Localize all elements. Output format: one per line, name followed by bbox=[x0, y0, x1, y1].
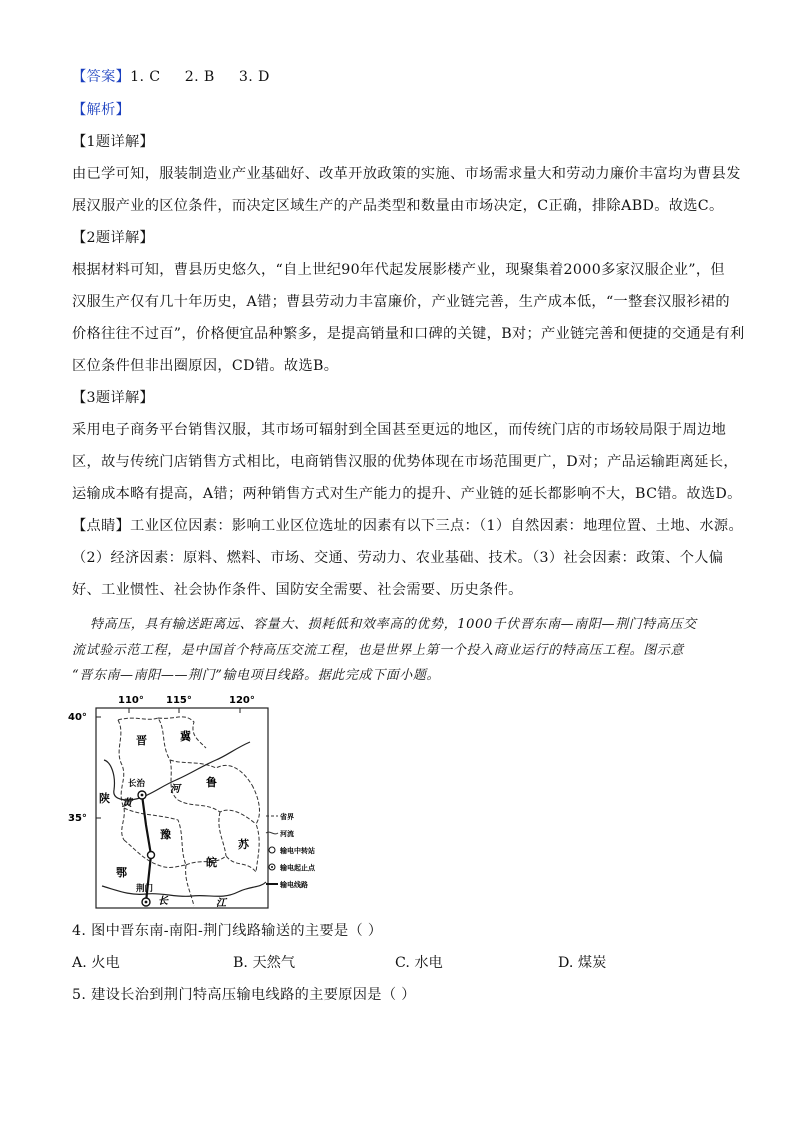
q3-line: 采用电子商务平台销售汉服，其市场可辐射到全国甚至更远的地区，而传统门店的市场较局限于周边地 bbox=[72, 422, 727, 438]
q3-line: 区，故与传统门店销售方式相比，电商销售汉服的优势体现在市场范围更广，D对；产品运输距离延长， bbox=[72, 454, 738, 470]
q4-option-a[interactable]: A. 火电 bbox=[72, 955, 120, 971]
transmission-line-map bbox=[66, 690, 315, 915]
q2-heading: 【2题详解】 bbox=[72, 230, 155, 246]
answer-tag: 【答案】 bbox=[72, 69, 131, 85]
q5-stem: 5. 建设长治到荆门特高压输电线路的主要原因是（ ） bbox=[72, 987, 416, 1003]
river-label: 江 bbox=[216, 898, 226, 909]
tip-line: （2）经济因素：原料、燃料、市场、交通、劳动力、农业基础、技术。（3）社会因素：政策、个人偏 bbox=[72, 550, 724, 566]
province-label: 鲁 bbox=[206, 776, 217, 789]
q3-line: 运输成本略有提高，A错；两种销售方式对生产能力的提升、产业链的延长都影响不大，BC错。故选D。 bbox=[72, 486, 742, 502]
province-label: 苏 bbox=[238, 838, 249, 851]
legend-label: 河流 bbox=[280, 830, 294, 838]
map-legend bbox=[266, 812, 316, 889]
city-label: 荆门 bbox=[136, 884, 154, 894]
q1-line: 展汉服产业的区位条件，而决定区域生产的产品类型和数量由市场决定，C正确，排除ABD。故选C。 bbox=[72, 198, 724, 214]
tip-tag: 【点睛】 bbox=[72, 518, 131, 534]
q2-line: 价格往往不过百”，价格便宜品种繁多，是提高销量和口碑的关键，B对；产业链完善和便捷的交通是有利 bbox=[72, 326, 745, 342]
q4-option-c[interactable]: C. 水电 bbox=[395, 955, 443, 971]
city-label: 长治 bbox=[128, 779, 146, 789]
province-label: 陕 bbox=[99, 792, 110, 805]
passage-line: 流试验示范工程，是中国首个特高压交流工程，也是世界上第一个投入商业运行的特高压工程。图示意 bbox=[72, 643, 685, 658]
yangtze-river bbox=[102, 882, 266, 896]
q2-line: 汉服生产仅有几十年历史，A错；曹县劳动力丰富廉价，产业链完善，生产成本低，“一整套汉服衫裙的 bbox=[72, 294, 730, 310]
q4-option-d[interactable]: D. 煤炭 bbox=[558, 955, 607, 971]
province-label: 豫 bbox=[160, 828, 171, 841]
legend-label: 输电线路 bbox=[280, 881, 308, 889]
q1-line: 由已学可知，服装制造业产业基础好、改革开放政策的实施、市场需求量大和劳动力廉价丰富均为曹县发 bbox=[72, 166, 741, 182]
lon-label: 110° bbox=[118, 695, 144, 706]
river-label: 河 bbox=[170, 784, 180, 795]
q2-line: 区位条件但非出圈原因，CD错。故选B。 bbox=[72, 358, 339, 374]
passage-line: “晋东南—南阳——荆门”输电项目线路。据此完成下面小题。 bbox=[72, 668, 441, 683]
nanyang-relay-marker bbox=[148, 852, 155, 859]
analysis-tag: 【解析】 bbox=[72, 102, 131, 118]
river-label: 黄 bbox=[122, 798, 132, 809]
legend-label: 输电中转站 bbox=[280, 847, 315, 855]
lat-label: 35° bbox=[68, 813, 87, 824]
lon-label: 115° bbox=[166, 695, 192, 706]
legend-label: 输电起止点 bbox=[280, 864, 315, 872]
province-label: 鄂 bbox=[116, 866, 127, 879]
province-label: 冀 bbox=[180, 730, 191, 743]
q4-stem: 4. 图中晋东南-南阳-荆门线路输送的主要是（ ） bbox=[72, 923, 383, 939]
lon-label: 120° bbox=[229, 695, 255, 706]
q3-heading: 【3题详解】 bbox=[72, 390, 155, 406]
q4-option-b[interactable]: B. 天然气 bbox=[233, 955, 296, 971]
province-label: 晋 bbox=[136, 734, 147, 747]
river-label: 长 bbox=[158, 896, 168, 907]
q2-line: 根据材料可知，曹县历史悠久，“自上世纪90年代起发展影楼产业，现聚集着2000多家汉服企业”，但 bbox=[72, 262, 725, 278]
tip-line bbox=[72, 515, 743, 535]
answer-line bbox=[72, 66, 270, 86]
passage-line: 特高压，具有输送距离远、容量大、损耗低和效率高的优势，1000千伏晋东南—南阳—荆门特高压交 bbox=[90, 617, 697, 632]
tip-line: 好、工业惯性、社会协作条件、国防安全需要、社会需要、历史条件。 bbox=[72, 582, 523, 598]
answer-value: 1. C 2. B 3. D bbox=[130, 69, 270, 85]
q1-heading: 【1题详解】 bbox=[72, 134, 155, 150]
lat-label: 40° bbox=[68, 712, 87, 723]
legend-label: 省界 bbox=[280, 813, 294, 821]
tip-text: 工业区位因素：影响工业区位选址的因素有以下三点：（1）自然因素：地理位置、土地、水源。 bbox=[130, 518, 744, 534]
province-label: 皖 bbox=[206, 856, 217, 869]
